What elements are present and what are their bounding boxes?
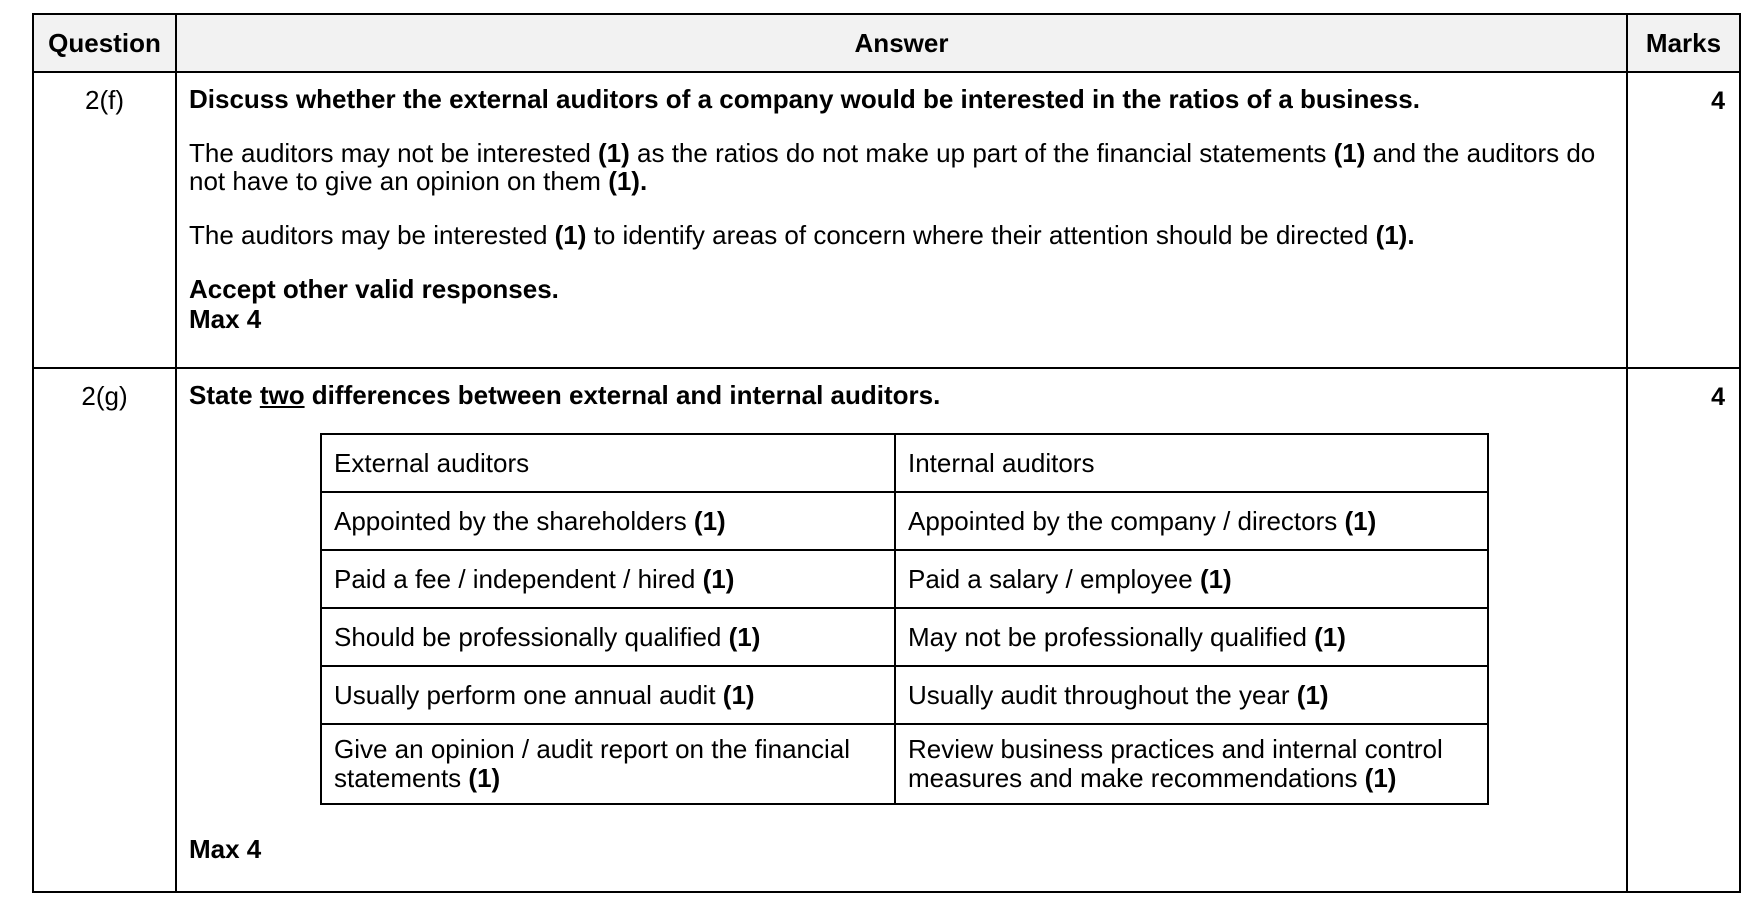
underlined-word: two [259,380,305,410]
external-auditors-cell [321,608,895,666]
comparison-header-row [321,434,1488,492]
max-note-2g: Max 4 [189,834,262,864]
mark: (1) [1199,563,1232,594]
external-auditors-header: External auditors [321,434,895,492]
mark: (1) [1344,505,1377,536]
internal-auditors-header: Internal auditors [895,434,1488,492]
text: and the auditors do not have to give an opinion on them [189,138,1596,196]
row-2f [33,72,1740,368]
accept-note-2f: Accept other valid responses. [189,274,559,304]
mark-scheme-table [32,13,1741,893]
internal-auditors-cell [895,666,1488,724]
text: differences between external and internal auditors. [304,380,941,410]
mark: (1) [728,621,761,652]
answer-2f-paragraph-2 [189,221,1614,249]
mark: (1) [468,763,501,793]
mark: (1). [1375,220,1415,250]
max-note-2f: Max 4 [189,304,262,334]
external-auditors-cell [321,492,895,550]
comparison-row [321,492,1488,550]
text: Review business practices and internal control measures and make recommendations [908,734,1443,793]
comparison-row [321,724,1488,804]
text: The auditors may not be interested [189,138,599,168]
text: Appointed by the shareholders [334,505,694,536]
marks-2g: 4 [1627,368,1740,892]
mark: (1) [693,505,726,536]
internal-auditors-cell [895,724,1488,804]
question-number-2g: 2(g) [33,368,176,892]
header-row [33,14,1740,72]
auditors-comparison-table [320,433,1489,805]
row-2g [33,368,1740,892]
text: as the ratios do not make up part of the financial statements [629,138,1334,168]
comparison-row [321,666,1488,724]
internal-auditors-cell [895,608,1488,666]
question-number-2f: 2(f) [33,72,176,368]
text: Appointed by the company / directors [908,505,1345,536]
mark: (1) [1333,138,1366,168]
comparison-row [321,608,1488,666]
text: The auditors may be interested [189,220,555,250]
text: State [189,380,260,410]
text: Usually audit throughout the year [908,679,1297,710]
answer-2g [176,368,1627,892]
mark: (1) [1364,763,1397,793]
comparison-row [321,550,1488,608]
internal-auditors-cell [895,550,1488,608]
question-header: Question [33,14,176,72]
answer-2f [176,72,1627,368]
text: Should be professionally qualified [334,621,729,652]
text: May not be professionally qualified [908,621,1315,652]
text: Paid a salary / employee [908,563,1200,594]
mark: (1) [554,220,587,250]
mark: (1) [1296,679,1329,710]
answer-header: Answer [176,14,1627,72]
answer-2f-paragraph-1 [189,139,1614,195]
external-auditors-cell [321,724,895,804]
mark: (1) [598,138,630,168]
question-text-2g [189,381,1614,409]
mark: (1) [722,679,755,710]
text: Usually perform one annual audit [334,679,723,710]
external-auditors-cell [321,550,895,608]
text: Paid a fee / independent / hired [334,563,703,594]
marks-2f: 4 [1627,72,1740,368]
question-text-2f: Discuss whether the external auditors of a company would be interested in the ratios of a business. [189,84,1420,114]
text: to identify areas of concern where their attention should be directed [586,220,1376,250]
external-auditors-cell [321,666,895,724]
internal-auditors-cell [895,492,1488,550]
text: Give an opinion / audit report on the financial statements [334,734,851,793]
mark: (1) [702,563,735,594]
mark: (1). [608,166,648,196]
marks-header: Marks [1627,14,1740,72]
mark: (1) [1314,621,1346,652]
